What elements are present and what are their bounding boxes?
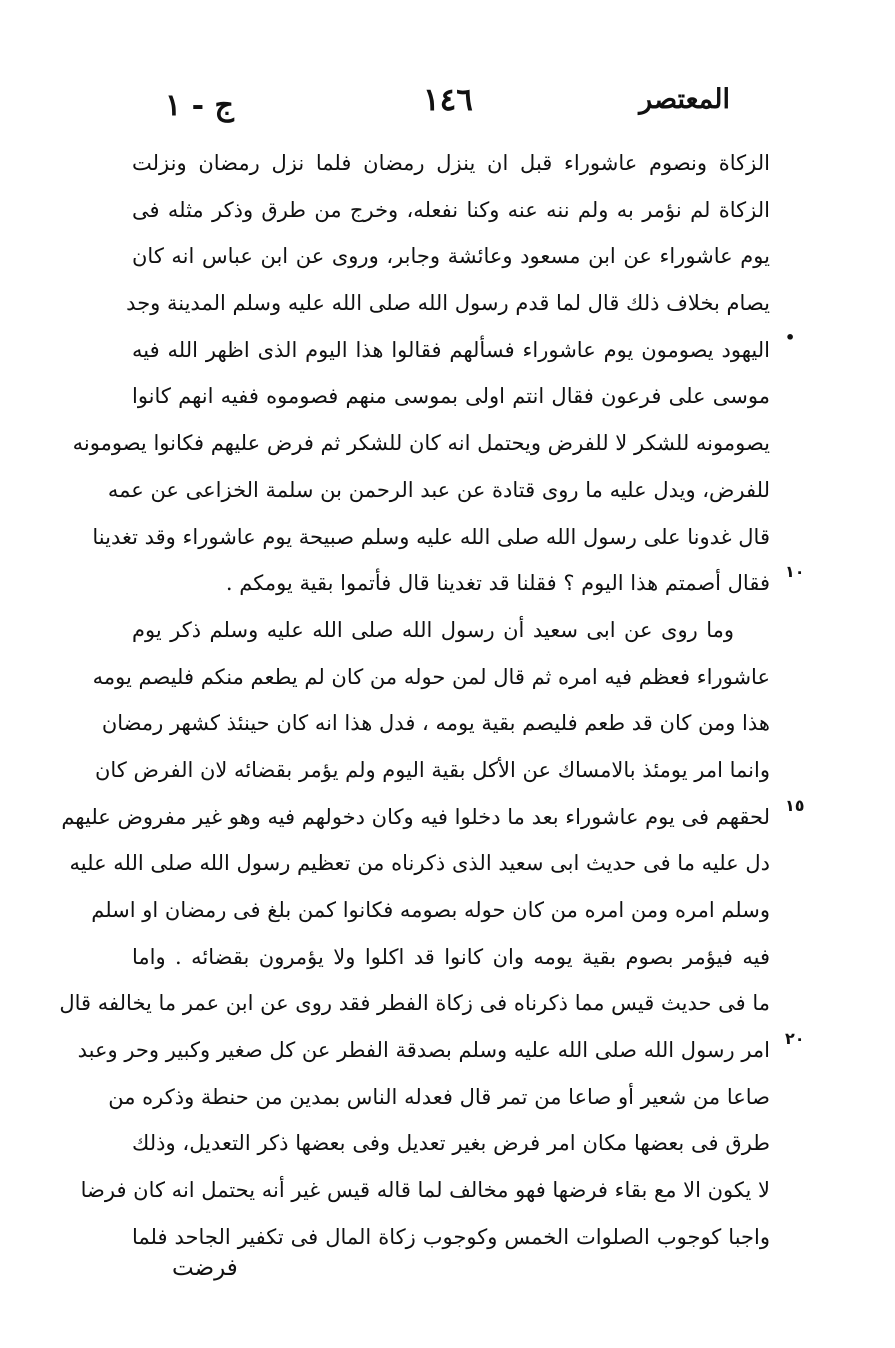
text-line: يوم عاشوراء عن ابن مسعود وعائشة وجابر، وروى عن ابن عباس انه كان	[132, 244, 770, 269]
text-line: قال غدونا على رسول الله صلى الله عليه وسلم صبيحة يوم عاشوراء وقد تغدينا	[92, 524, 770, 549]
body-text	[59, 140, 770, 1261]
text-line: لا يكون الا مع بقاء فرضها فهو مخالف لما قاله قيس غير أنه يحتمل انه كان فرضا	[80, 1178, 770, 1203]
volume-label: ج - ١	[165, 88, 234, 123]
book-title: المعتصر	[639, 84, 730, 115]
text-line: فقال أصمتم هذا اليوم ؟ فقلنا قد تغدينا قال فأتموا بقية يومكم .	[225, 571, 770, 596]
text-line: لحقهم فى يوم عاشوراء بعد ما دخلوا فيه وكان دخولهم فيه وهو غير مفروض عليهم	[61, 804, 770, 829]
text-line: فيه فيؤمر بصوم بقية يومه وان كانوا قد اكلوا ولا يؤمرون بقضائه . واما	[132, 944, 770, 969]
margin-marker-line-20: ٢٠	[785, 1029, 805, 1048]
text-line: وما روى عن ابى سعيد أن رسول الله صلى الله عليه وسلم ذكر يوم	[132, 617, 734, 642]
margin-marker-bullet: •	[785, 328, 796, 347]
text-line: دل عليه ما فى حديث ابى سعيد الذى ذكرناه من تعظيم رسول الله صلى الله عليه	[69, 851, 770, 876]
text-line: اليهود يصومون يوم عاشوراء فسألهم فقالوا هذا اليوم الذى اظهر الله فيه	[132, 337, 770, 362]
text-line: يصومونه للشكر لا للفرض ويحتمل انه كان للشكر ثم فرض عليهم فكانوا يصومونه	[72, 431, 770, 456]
page-header	[0, 78, 895, 128]
text-line: للفرض، ويدل عليه ما روى قتادة عن عبد الرحمن بن سلمة الخزاعى عن عمه	[107, 477, 770, 502]
text-line: هذا ومن كان قد طعم فليصم بقية يومه ، فدل هذا انه كان حينئذ كشهر رمضان	[101, 711, 770, 736]
text-line: امر رسول الله صلى الله عليه وسلم بصدقة الفطر عن كل صغير وكبير وحر وعبد	[77, 1038, 770, 1063]
text-line: الزكاة لم نؤمر به ولم ننه عنه وكنا نفعله، وخرج من طرق وذكر مثله فى	[132, 197, 770, 222]
text-line: وسلم امره ومن امره من كان حوله بصومه فكانوا كمن بلغ فى رمضان او اسلم	[91, 898, 770, 922]
page-number: ١٤٦	[423, 82, 473, 118]
text-line: وانما امر يومئذ بالامساك عن الأكل بقية اليوم ولم يؤمر بقضائه لان الفرض كان	[94, 757, 770, 782]
text-line: الزكاة ونصوم عاشوراء قبل ان ينزل رمضان فلما نزل رمضان ونزلت	[132, 151, 770, 175]
text-line: ما فى حديث قيس مما ذكرناه فى زكاة الفطر فقد روى عن ابن عمر ما يخالفه قال	[59, 991, 770, 1016]
margin-marker-line-15: ١٥	[785, 796, 805, 815]
text-line: موسى على فرعون فقال انتم اولى بموسى منهم فصوموه ففيه انهم كانوا	[132, 384, 770, 409]
text-line: عاشوراء فعظم فيه امره ثم قال لمن حوله من كان لم يطعم منكم فليصم يومه	[92, 664, 770, 689]
text-line: صاعا من شعير أو صاعا من تمر قال فعدله الناس بمدين من حنطة وذكره من	[108, 1084, 770, 1109]
margin-marker-line-10: ١٠	[785, 562, 805, 581]
catchword: فرضت	[172, 1255, 238, 1281]
text-line: واجبا كوجوب الصلوات الخمس وكوجوب زكاة المال فى تكفير الجاحد فلما	[132, 1224, 770, 1249]
text-line: يصام بخلاف ذلك قال لما قدم رسول الله صلى الله عليه وسلم المدينة وجد	[126, 291, 770, 316]
text-line: طرق فى بعضها مكان امر فرض بغير تعديل وفى بعضها ذكر التعديل، وذلك	[132, 1131, 770, 1156]
